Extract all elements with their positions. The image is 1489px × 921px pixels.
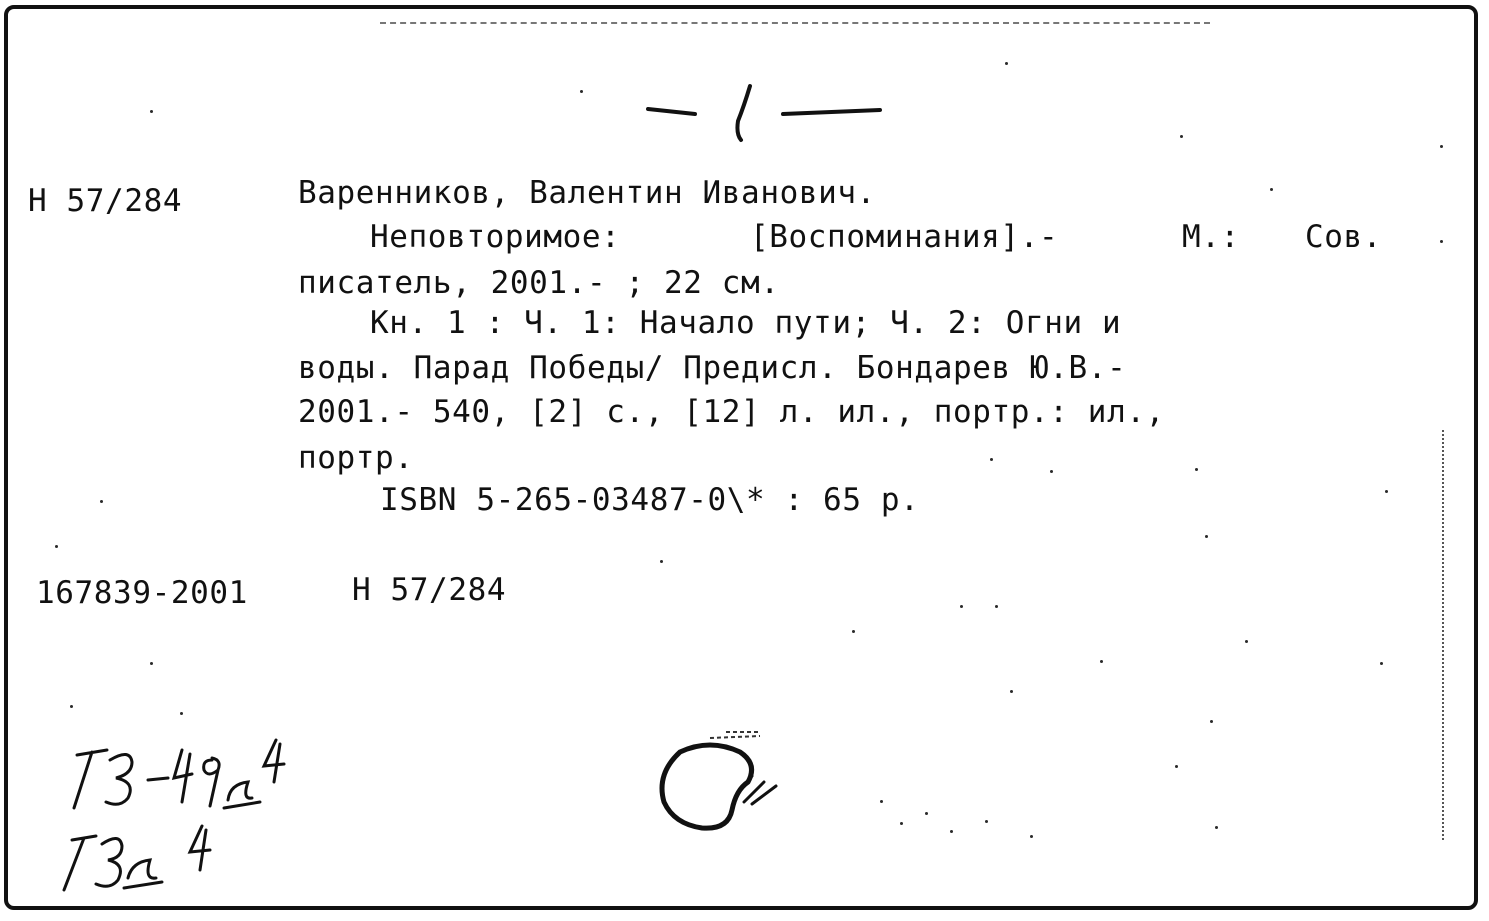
scan-speck bbox=[1175, 765, 1178, 768]
volume-line-1: Кн. 1 : Ч. 1: Начало пути; Ч. 2: Огни и bbox=[370, 305, 1122, 341]
scan-speck bbox=[852, 630, 855, 633]
scan-speck bbox=[100, 500, 103, 503]
scan-speck bbox=[1215, 826, 1218, 829]
scan-speck bbox=[990, 458, 993, 461]
scan-speck bbox=[950, 830, 953, 833]
scan-speck bbox=[900, 822, 903, 825]
scan-speck bbox=[180, 712, 183, 715]
accession-number: 167839-2001 bbox=[36, 575, 248, 611]
scan-speck bbox=[1380, 662, 1383, 665]
scan-speck bbox=[1100, 660, 1103, 663]
scan-speck bbox=[150, 662, 153, 665]
title-line-1-place: М.: bbox=[1182, 219, 1240, 255]
library-stamp-mark bbox=[640, 730, 790, 840]
scan-speck bbox=[1005, 62, 1008, 65]
scan-speck bbox=[1010, 690, 1013, 693]
author-heading: Варенников, Валентин Иванович. bbox=[298, 175, 876, 211]
accession-shelf-mark: Н 57/284 bbox=[352, 572, 507, 608]
scan-speck bbox=[1030, 835, 1033, 838]
scan-speck bbox=[1245, 640, 1248, 643]
scan-speck bbox=[1050, 470, 1053, 473]
scan-speck bbox=[55, 545, 58, 548]
top-dashed-rule bbox=[380, 22, 1210, 24]
scan-speck bbox=[150, 110, 153, 113]
volume-line-4: портр. bbox=[298, 440, 414, 476]
scan-speck bbox=[1210, 720, 1213, 723]
scan-speck bbox=[580, 90, 583, 93]
scan-speck bbox=[1270, 188, 1273, 191]
scan-speck bbox=[1440, 145, 1443, 148]
scan-speck bbox=[880, 800, 883, 803]
scan-speck bbox=[1195, 468, 1198, 471]
page-number-mark bbox=[640, 76, 885, 146]
title-line-2: писатель, 2001.- ; 22 см. bbox=[298, 265, 780, 301]
title-line-1-note: [Воспоминания].- bbox=[750, 219, 1059, 255]
title-line-1-publisher: Сов. bbox=[1305, 219, 1383, 255]
scan-speck bbox=[1205, 535, 1208, 538]
scan-speck bbox=[1180, 135, 1183, 138]
isbn-line: ISBN 5-265-03487-0\* : 65 р. bbox=[380, 482, 920, 518]
scan-speck bbox=[995, 605, 998, 608]
volume-line-2: воды. Парад Победы/ Предисл. Бондарев Ю.В.- bbox=[298, 350, 1127, 386]
scan-speck bbox=[1385, 490, 1388, 493]
shelf-mark: Н 57/284 bbox=[28, 183, 183, 219]
handwritten-classification-note bbox=[52, 730, 352, 910]
scan-speck bbox=[985, 820, 988, 823]
scan-speck bbox=[660, 560, 663, 563]
title-line-1: Неповторимое: bbox=[370, 219, 621, 255]
scan-speck bbox=[70, 705, 73, 708]
scan-speck bbox=[960, 605, 963, 608]
scan-speck bbox=[1440, 240, 1443, 243]
right-dotted-rule bbox=[1442, 430, 1450, 840]
scan-speck bbox=[925, 812, 928, 815]
volume-line-3: 2001.- 540, [2] с., [12] л. ил., портр.: ил., bbox=[298, 394, 1165, 430]
